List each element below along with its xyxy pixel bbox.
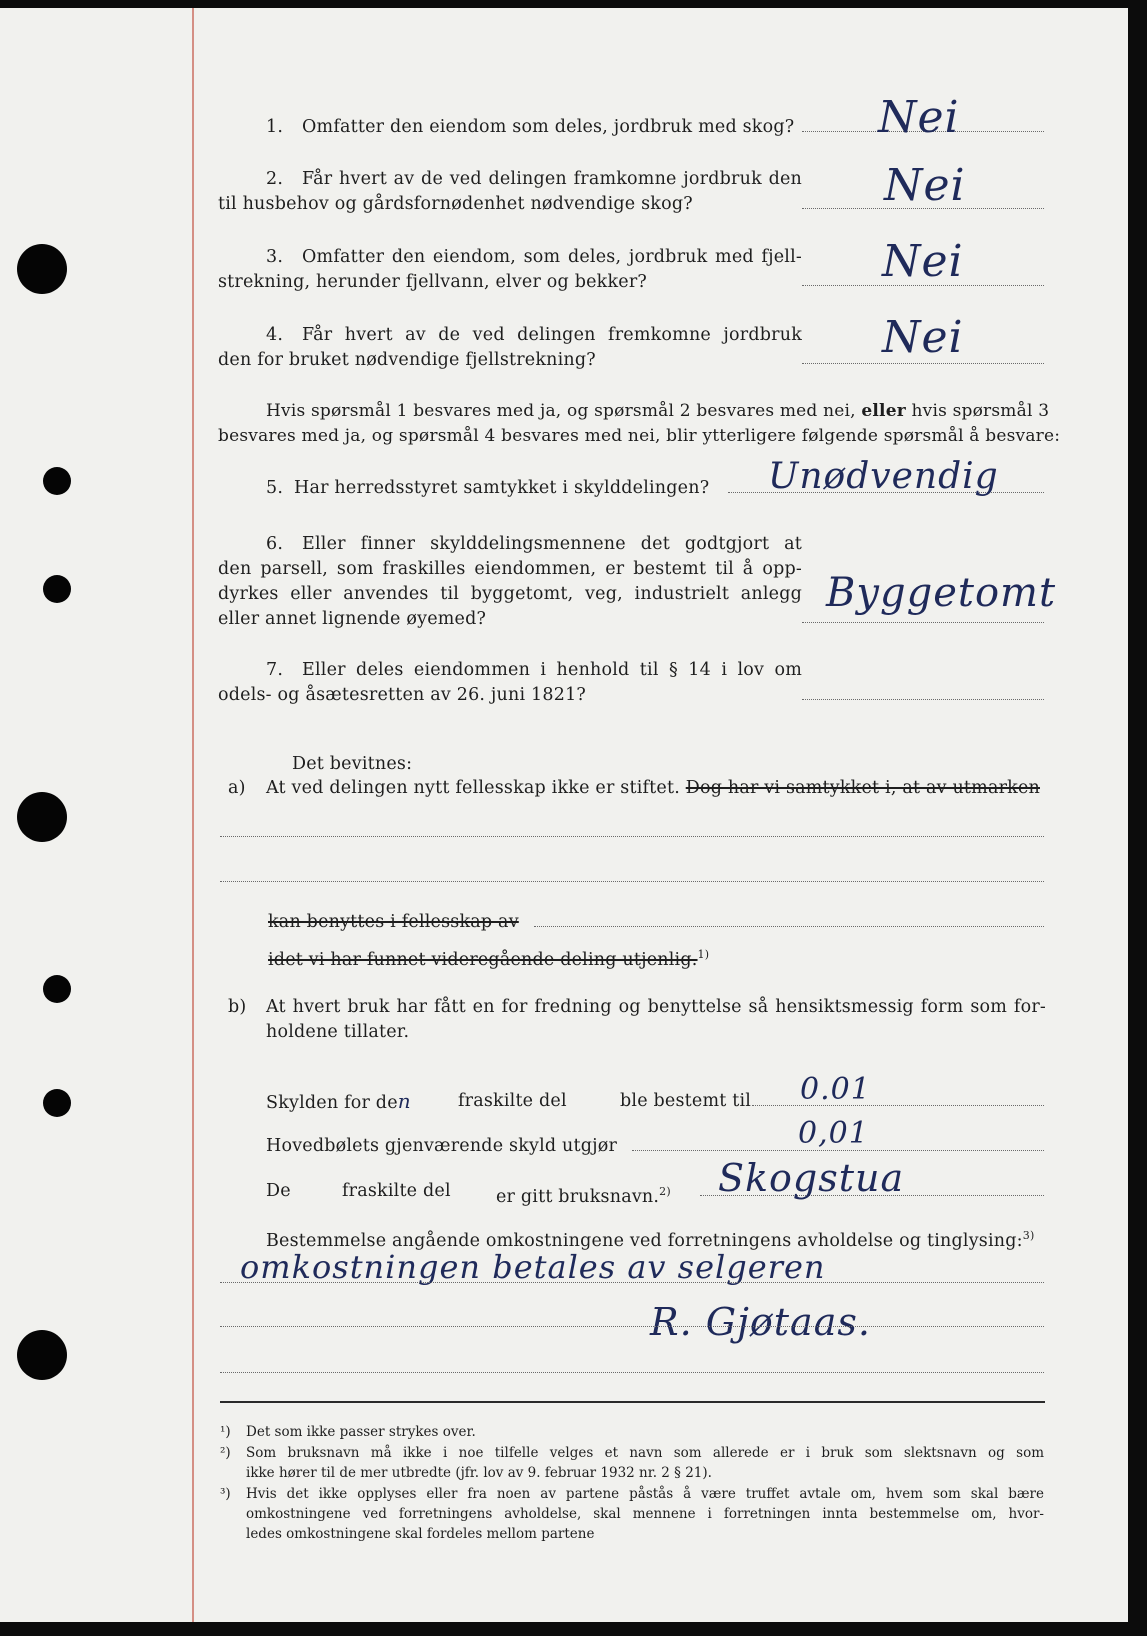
question-6-line-3: dyrkes eller anvendes til byggetomt, veg, industrielt anlegg (218, 584, 802, 604)
question-4-line-2: den for bruket nødvendige fjellstrekning? (218, 350, 596, 370)
question-6-line-1: Eller finner skylddelingsmennene det godtgjort at (302, 534, 802, 554)
question-3-number: 3. (266, 247, 284, 267)
attest-b-line-1: At hvert bruk har fått en for fredning og benyttelse så hensiktsmessig form som for- (266, 997, 1046, 1017)
question-3-line-1: Omfatter den eiendom, som deles, jordbruk med fjell- (302, 247, 802, 267)
cost-value: omkostningen betales av selgeren (240, 1248, 826, 1286)
footnote-3-line-1: Hvis det ikke opplyses eller fra noen av partene påstås å være truffet avtale om, hvem som skal bære (246, 1486, 1044, 1502)
signature: R. Gjøtaas. (650, 1300, 871, 1344)
struck-line-3 (268, 942, 709, 973)
attest-a-struck: Dog har vi samtykket i, at av utmarken (685, 778, 1040, 798)
footnote-1-mark: ¹) (220, 1424, 231, 1440)
skyld-value-line (752, 1105, 1044, 1106)
question-6-line-2: den parsell, som fraskilles eiendommen, er bestemt til å opp- (218, 559, 802, 579)
question-7-number: 7. (266, 660, 284, 680)
attest-line-2 (220, 881, 1044, 882)
question-7-line-1: Eller deles eiendommen i henhold til § 14 i lov om (302, 660, 802, 680)
question-1-text: Omfatter den eiendom som deles, jordbruk med skog? (302, 117, 795, 137)
footnote-1-line-1: Det som ikke passer strykes over. (246, 1424, 476, 1440)
instruction-line-1 (266, 399, 1050, 424)
skyld-label-1 (266, 1089, 412, 1116)
name-value: Skogstua (718, 1156, 905, 1200)
question-6-line-4: eller annet lignende øyemed? (218, 609, 487, 629)
name-label-3 (496, 1179, 671, 1210)
instruction-line-2: besvares med ja, og spørsmål 4 besvares med nei, blir ytterligere følgende spørsmål å besvare: (218, 426, 1061, 446)
remaining-label: Hovedbølets gjenværende skyld utgjør (266, 1136, 618, 1156)
remaining-value: 0,01 (798, 1116, 869, 1151)
cost-label-text: Bestemmelse angående omkostningene ved forretningens avholdelse og tinglysing: (266, 1230, 1023, 1251)
question-5-text: Har herredsstyret samtykket i skylddelingen? (294, 478, 710, 498)
attest-b-line-2: holdene tillater. (266, 1022, 410, 1042)
footnote-ref-1: 1) (697, 948, 710, 961)
name-label-2: fraskilte del (342, 1181, 451, 1201)
footnote-3-line-2: omkostningene ved forretningens avholdelse, skal mennene i forretningen innta bestemmelse om, hvor- (246, 1506, 1044, 1522)
punch-hole (17, 792, 67, 842)
answer-line-4 (802, 363, 1044, 364)
answer-5: Unødvendig (768, 456, 999, 497)
question-4-line-1: Får hvert av de ved delingen fremkomne jordbruk (302, 325, 802, 345)
skyld-label-2: fraskilte del (458, 1091, 567, 1111)
footnote-3-line-3: ledes omkostningene skal fordeles mellom partene (246, 1526, 595, 1542)
question-5-number: 5. (266, 478, 284, 498)
question-1-number: 1. (266, 117, 284, 137)
answer-2: Nei (884, 160, 966, 211)
question-7-line-2: odels- og åsætesretten av 26. juni 1821? (218, 685, 586, 705)
punch-hole (43, 1089, 71, 1117)
footnote-2-line-2: ikke hører til de mer utbredte (jfr. lov av 9. februar 1932 nr. 2 § 21). (246, 1465, 712, 1481)
question-3-line-2: strekning, herunder fjellvann, elver og bekker? (218, 272, 647, 292)
instruction-bold: eller (861, 401, 906, 421)
skyld-value: 0.01 (800, 1072, 871, 1107)
question-6-number: 6. (266, 534, 284, 554)
skyld-label-3: ble bestemt til (620, 1091, 752, 1111)
struck-line-2-fill (534, 926, 1044, 927)
attest-a-text (266, 776, 1040, 801)
answer-line-6 (802, 622, 1044, 623)
struck-line-3-text: idet vi har funnet videregående deling utjenlig. (268, 949, 698, 970)
name-label-3-text: er gitt bruksnavn. (496, 1186, 660, 1207)
skyld-text-1: Skylden for de (266, 1093, 398, 1113)
question-4-number: 4. (266, 325, 284, 345)
footnote-2-mark: ²) (220, 1445, 231, 1461)
question-2-line-2: til husbehov og gårdsfornødenhet nødvendige skog? (218, 194, 693, 214)
attest-a-label: a) (228, 778, 246, 798)
attest-line-1 (220, 836, 1044, 837)
punch-hole (43, 467, 71, 495)
answer-3: Nei (882, 236, 964, 287)
answer-4: Nei (882, 312, 964, 363)
attest-heading: Det bevitnes: (292, 754, 413, 774)
footnote-2-line-1: Som bruksnavn må ikke i noe tilfelle velges et navn som allerede er i bruk som slektsnavn og som (246, 1445, 1044, 1461)
attest-a-main: At ved delingen nytt fellesskap ikke er stiftet. (266, 778, 680, 798)
footnote-rule (220, 1401, 1045, 1403)
punch-hole (17, 244, 67, 294)
instruction-post: hvis spørsmål 3 (905, 401, 1050, 421)
instruction-pre: Hvis spørsmål 1 besvares med ja, og spørsmål 2 besvares med nei, (266, 401, 862, 421)
margin-line (192, 8, 194, 1622)
attest-b-label: b) (228, 997, 247, 1017)
question-2-line-1: Får hvert av de ved delingen framkomne jordbruk den (302, 169, 802, 189)
question-2-number: 2. (266, 169, 284, 189)
footnote-ref-3: 3) (1022, 1229, 1035, 1242)
skyld-hw-n: n (397, 1089, 412, 1113)
answer-line-7 (802, 699, 1044, 700)
footnote-3-mark: ³) (220, 1486, 231, 1502)
footnote-ref-2: 2) (659, 1185, 671, 1198)
cost-line-2 (220, 1326, 1044, 1327)
answer-1: Nei (878, 92, 960, 143)
answer-6: Byggetomt (826, 570, 1057, 616)
cost-line-3 (220, 1372, 1044, 1373)
punch-hole (17, 1330, 67, 1380)
struck-line-2: kan benyttes i fellesskap av (268, 912, 519, 932)
name-label-1: De (266, 1181, 291, 1201)
cost-line-1 (220, 1282, 1044, 1283)
punch-hole (43, 975, 71, 1003)
punch-hole (43, 575, 71, 603)
